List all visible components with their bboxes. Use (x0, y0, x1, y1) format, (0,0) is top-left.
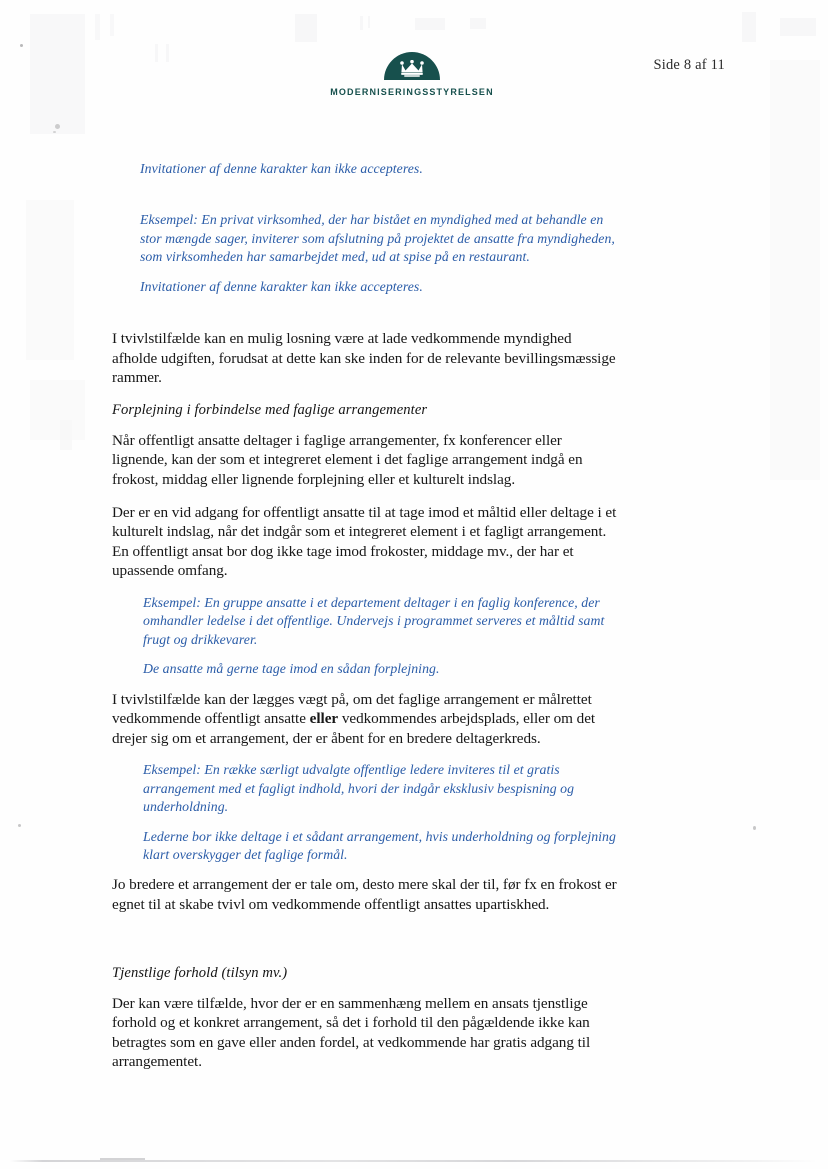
paragraph-tjenstlige-forhold: Der kan være tilfælde, hvor der er en sammenhæng mellem en ansats tjenstlige forhold og et konkret arrangement, så det i forhold til den pågældende ikke kan betragtes som en gave eller anden fordel, at vedkommende har gratis adgang til arrangementet. (112, 994, 591, 1071)
paragraph-doubt-funding: I tvivlstilfælde kan en mulig losning være at lade vedkommende myndighed afholde udgiften, forudsat at dette kan ske inden for de relevante bevillingsmæssige rammer. (112, 330, 616, 387)
heading-tjenstlige-forhold: Tjenstlige forhold (tilsyn mv.) (112, 964, 288, 981)
document-body (112, 160, 620, 1085)
page-bottom-edge-mark (100, 1158, 145, 1160)
page-number-label: Side 8 af 11 (653, 57, 725, 73)
organisation-logo (287, 52, 537, 98)
paragraph-broader-event: Jo bredere et arrangement der er tale om, desto mere skal der til, før fx en frokost er egnet til at skabe tvivl om vedkommende offentligt ansattes upartiskhed. (112, 876, 617, 913)
example-conclusion-top: Invitationer af denne karakter kan ikke accepteres. (140, 161, 423, 176)
example-selected-leaders: Eksempel: En række særligt udvalgte offentlige ledere inviteres til et gratis arrangement med et fagligt indhold, hvori der indgår eksklusiv bespisning og underholdning. (143, 762, 575, 815)
example-conclusion-invitations: Invitationer af denne karakter kan ikke accepteres. (140, 278, 423, 294)
paragraph-doubt-targeting-part1: I tvivlstilfælde kan der lægges vægt på, om det faglige arrangement er målrettet vedkommende offentligt ansatte (112, 690, 592, 728)
paragraph-doubt-targeting-part2: vedkommendes arbejdsplads, eller om det drejer sig om et arrangement, der er åbent for en bredere deltagerkreds. (112, 710, 596, 747)
example-private-company: Eksempel: En privat virksomhed, der har bistået en myndighed med at behandle en stor mængde sager, inviterer som afslutning på projektet de ansatte fra myndigheden, som virksomheden har samarbejdet med, ud at spise på en restaurant. (140, 212, 615, 265)
spacer (112, 189, 620, 211)
example-leaders-conclusion: Lederne bor ikke deltage i et sådant arrangement, hvis underholdning og forplejning klart overskygger det faglige formål. (143, 828, 616, 862)
crown-icon (399, 60, 425, 77)
paragraph-doubt-targeting (112, 690, 620, 749)
example-conference-conclusion: De ansatte må gerne tage imod en sådan forplejning. (143, 661, 440, 677)
paragraph-doubt-targeting-emphasis: eller (309, 710, 339, 728)
paragraph-wide-access: Der er en vid adgang for offentligt ansatte til at tage imod et måltid eller deltage i et kulturelt indslag, når det indgår som et integreret element i et fagligt arrangement. En offentligt ansat bor dog ikke tage imod frokoster, middage mv., der har et upassende omfang. (112, 503, 617, 580)
crown-dome-logo-icon (384, 52, 440, 80)
page-header (0, 52, 828, 114)
spacer (112, 307, 620, 329)
organisation-wordmark: moderniseringsstyrelsen (330, 83, 494, 98)
paragraph-conferences: Når offentligt ansatte deltager i faglige arrangementer, fx konferencer eller lignende, kan der som et integreret element i det faglige arrangement indgå en frokost, middag eller lignende forplejning eller et kulturelt indslag. (112, 431, 583, 488)
heading-forplejning: Forplejning i forbindelse med faglige arrangementer (112, 401, 428, 418)
spacer (112, 928, 620, 964)
example-departement-conference: Eksempel: En gruppe ansatte i et departement deltager i en faglig konference, der omhandler ledelse i det offentlige. Undervejs i programmet serveres et måltid samt frugt og drikkevarer. (143, 594, 605, 647)
